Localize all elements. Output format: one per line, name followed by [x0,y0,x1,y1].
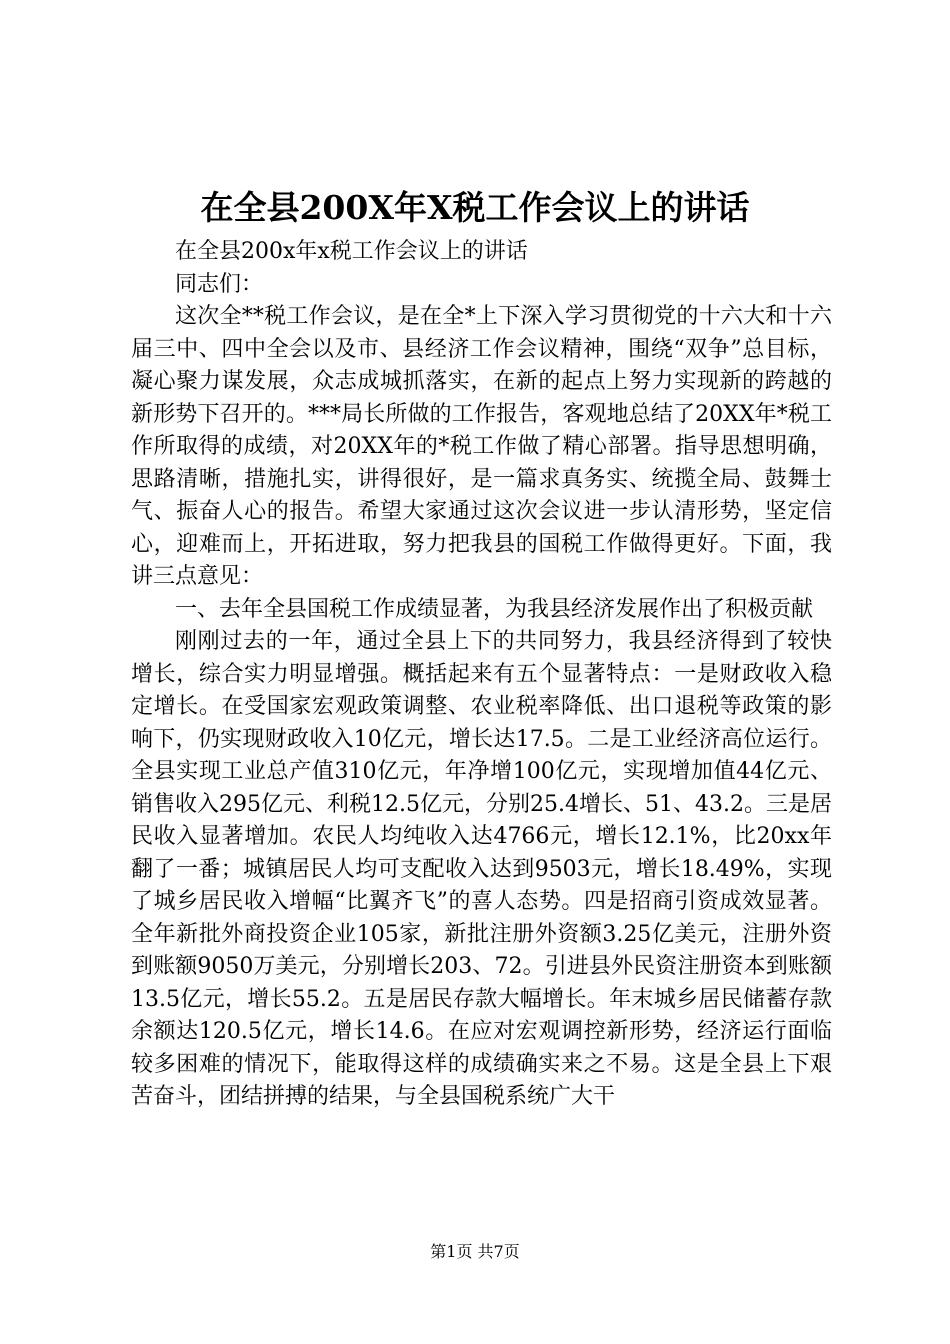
page-footer: 第1页 共7页 [430,1242,520,1261]
subtitle-paragraph: 在全县200x年x税工作会议上的讲话 [175,239,528,264]
salutation-paragraph: 同志们： [175,271,264,297]
body-paragraph: 刚刚过去的一年，通过全县上下的共同努力，我县经济得到了较快增长，综合实力明显增强。概括起来有五个显著特点：一是财政收入稳定增长。在受国家宏观政策调整、农业税率降低、出口退税等政策的影响下，仍实现财政收入10亿元，增长达17.5。二是工业经济高位运行。全县实现工业总产值310亿元，年净增100亿元，实现增加值44亿元、销售收入295亿元、利税12.5亿元，分别25.4增长、51、43.2。三是居民收入显著增加。农民人均纯收入达4766元，增长12.1%，比20xx年翻了一番；城镇居民人均可支配收入达到9503元，增长18.49%，实现了城乡居民收入增幅“比翼齐飞”的喜人态势。四是招商引资成效显著。全年新批外商投资企业105家，新批注册外资额3.25亿美元，注册外资到账额9050万美元，分别增长203、72。引进县外民资注册资本到账额13.5亿元，增长55.2。五是居民存款大幅增长。年末城乡居民储蓄存款余额达120.5亿元，增长14.6。在应对宏观调控新形势，经济运行面临较多困难的情况下，能取得这样的成绩确实来之不易。这是全县上下艰苦奋斗，团结拼搏的结果，与全县国税系统广大干 [131,629,832,1109]
document-body [131,236,832,1114]
section-heading: 一、去年全县国税工作成绩显著，为我县经济发展作出了积极贡献 [175,596,814,622]
body-paragraph: 这次全**税工作会议，是在全*上下深入学习贯彻党的十六大和十六届三中、四中全会以及市、县经济工作会议精神，围绕“双争”总目标，凝心聚力谋发展，众志成城抓落实，在新的起点上努力实现新的跨越的新形势下召开的。***局长所做的工作报告，客观地总结了20XX年*税工作所取得的成绩，对20XX年的*税工作做了精心部署。指导思想明确，思路清晰，措施扎实，讲得很好，是一篇求真务实、统揽全局、鼓舞士气、振奋人心的报告。希望大家通过这次会议进一步认清形势，坚定信心，迎难而上，开拓进取，努力把我县的国税工作做得更好。下面，我讲三点意见： [131,304,832,589]
document-title: 在全县200X年X税工作会议上的讲话 [200,188,750,227]
